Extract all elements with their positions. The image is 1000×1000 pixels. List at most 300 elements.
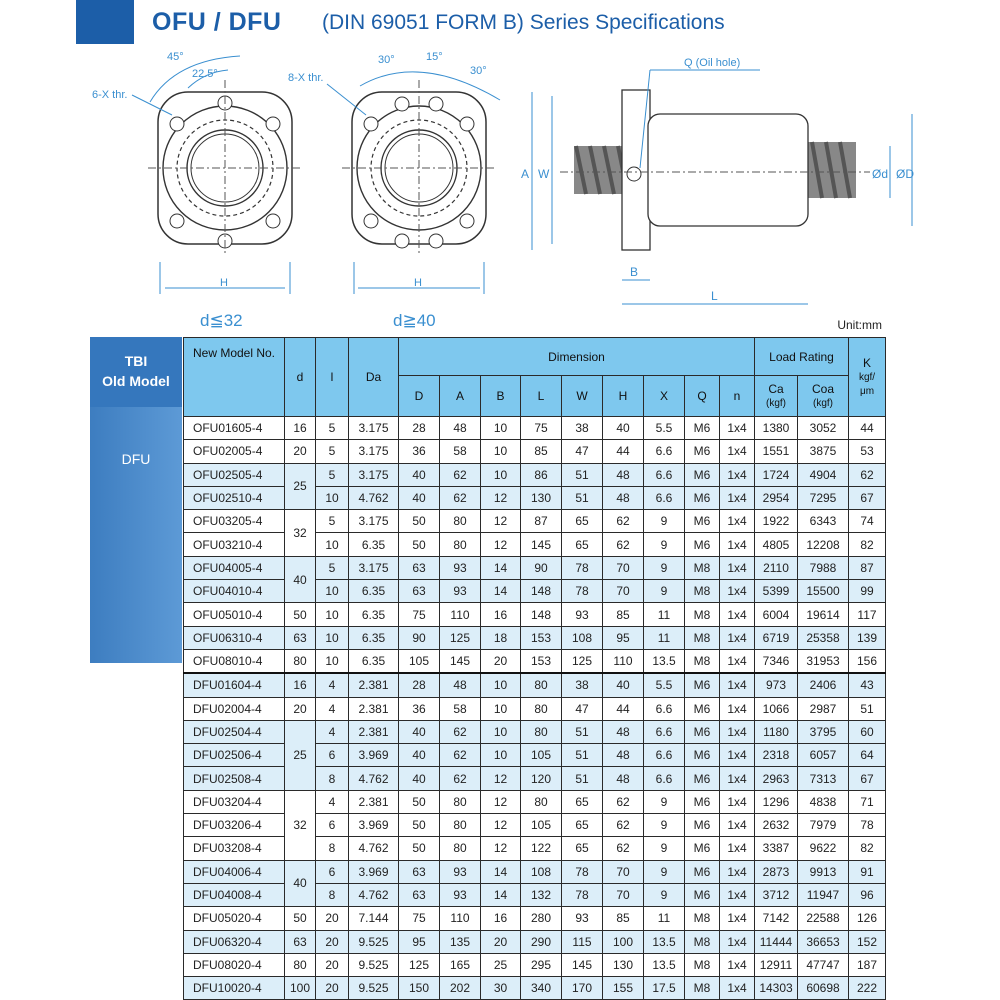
cell-B: 14 <box>481 883 521 906</box>
cell-H: 70 <box>603 883 644 906</box>
width-label-h-left: H <box>220 277 228 289</box>
cell-B: 12 <box>481 837 521 860</box>
cell-D: 105 <box>399 649 440 673</box>
header-H-col: H <box>603 376 644 417</box>
cell-Q: M6 <box>685 463 720 486</box>
cell-da: 4.762 <box>349 883 399 906</box>
old-model-head-line1: TBI <box>124 353 148 369</box>
cell-A: 62 <box>440 720 481 743</box>
cell-n: 1x4 <box>720 814 755 837</box>
cell-H: 70 <box>603 860 644 883</box>
cell-L: 122 <box>521 837 562 860</box>
cell-k: 96 <box>849 883 886 906</box>
page-title: OFU / DFU <box>152 8 282 36</box>
caption-large-diameter: d≧40 <box>393 311 436 330</box>
cell-da: 2.381 <box>349 790 399 813</box>
cell-n: 1x4 <box>720 603 755 626</box>
cell-Q: M6 <box>685 744 720 767</box>
header-k: K kgf/ μm <box>849 338 886 417</box>
cell-coa: 60698 <box>798 977 849 1000</box>
cell-k: 152 <box>849 930 886 953</box>
cell-n: 1x4 <box>720 953 755 976</box>
cell-k: 74 <box>849 510 886 533</box>
cell-k: 126 <box>849 907 886 930</box>
cell-D: 90 <box>399 626 440 649</box>
cell-B: 10 <box>481 673 521 697</box>
cell-Q: M8 <box>685 580 720 603</box>
table-row <box>184 626 886 649</box>
angle-label-22-5: 22.5° <box>192 68 218 80</box>
cell-Q: M6 <box>685 417 720 440</box>
cell-Q: M6 <box>685 860 720 883</box>
cell-coa: 19614 <box>798 603 849 626</box>
table-row <box>184 907 886 930</box>
cell-n: 1x4 <box>720 626 755 649</box>
table-row <box>184 510 886 533</box>
cell-D: 150 <box>399 977 440 1000</box>
cell-k: 91 <box>849 860 886 883</box>
cell-A: 62 <box>440 486 481 509</box>
cell-da: 6.35 <box>349 603 399 626</box>
cell-W: 38 <box>562 673 603 697</box>
table-row <box>184 790 886 813</box>
cell-H: 44 <box>603 697 644 720</box>
cell-X: 17.5 <box>644 977 685 1000</box>
cell-X: 6.6 <box>644 697 685 720</box>
cell-ca: 11444 <box>755 930 798 953</box>
cell-n: 1x4 <box>720 486 755 509</box>
table-row <box>184 417 886 440</box>
cell-ca: 973 <box>755 673 798 697</box>
unit-label: Unit:mm <box>837 318 882 332</box>
cell-coa: 31953 <box>798 649 849 673</box>
header-d: d <box>285 338 316 417</box>
cell-H: 100 <box>603 930 644 953</box>
cell-W: 65 <box>562 510 603 533</box>
cell-model: DFU02004-4 <box>184 697 285 720</box>
cell-L: 148 <box>521 580 562 603</box>
cell-coa: 9913 <box>798 860 849 883</box>
header-k-unit-top: kgf <box>858 371 873 383</box>
table-row <box>184 860 886 883</box>
cell-B: 16 <box>481 603 521 626</box>
cell-coa: 6057 <box>798 744 849 767</box>
cell-Q: M6 <box>685 837 720 860</box>
cell-d: 80 <box>285 649 316 673</box>
cell-coa: 6343 <box>798 510 849 533</box>
cell-l: 6 <box>316 744 349 767</box>
header-Q-col: Q <box>685 376 720 417</box>
cell-d: 16 <box>285 673 316 697</box>
cell-l: 6 <box>316 860 349 883</box>
cell-L: 80 <box>521 697 562 720</box>
cell-X: 9 <box>644 790 685 813</box>
cell-k: 64 <box>849 744 886 767</box>
cell-L: 105 <box>521 744 562 767</box>
cell-l: 4 <box>316 673 349 697</box>
cell-coa: 7979 <box>798 814 849 837</box>
cell-n: 1x4 <box>720 720 755 743</box>
cell-Q: M6 <box>685 697 720 720</box>
angle-label-45: 45° <box>167 51 184 63</box>
cell-ca: 12911 <box>755 953 798 976</box>
header-l: l <box>316 338 349 417</box>
cell-B: 18 <box>481 626 521 649</box>
caption-small-diameter: d≦32 <box>200 311 243 330</box>
cell-k: 53 <box>849 440 886 463</box>
table-row <box>184 649 886 673</box>
cell-A: 202 <box>440 977 481 1000</box>
cell-Q: M8 <box>685 930 720 953</box>
cell-l: 20 <box>316 953 349 976</box>
cell-n: 1x4 <box>720 673 755 697</box>
cell-W: 65 <box>562 814 603 837</box>
cell-X: 9 <box>644 883 685 906</box>
cell-model: OFU05010-4 <box>184 603 285 626</box>
cell-l: 5 <box>316 440 349 463</box>
cell-k: 117 <box>849 603 886 626</box>
cell-coa: 4904 <box>798 463 849 486</box>
cell-model: DFU04008-4 <box>184 883 285 906</box>
table-row <box>184 556 886 579</box>
cell-k: 82 <box>849 533 886 556</box>
header-A-col: A <box>440 376 481 417</box>
cell-l: 5 <box>316 417 349 440</box>
cell-A: 165 <box>440 953 481 976</box>
cell-ca: 2632 <box>755 814 798 837</box>
cell-k: 44 <box>849 417 886 440</box>
cell-coa: 2406 <box>798 673 849 697</box>
header-ca: Ca <box>768 381 784 396</box>
angle-label-30-right: 30° <box>470 65 487 77</box>
label-b: B <box>630 265 639 279</box>
cell-A: 110 <box>440 603 481 626</box>
cell-ca: 1922 <box>755 510 798 533</box>
cell-k: 51 <box>849 697 886 720</box>
cell-da: 6.35 <box>349 626 399 649</box>
cell-L: 80 <box>521 673 562 697</box>
cell-coa: 7988 <box>798 556 849 579</box>
cell-Q: M6 <box>685 720 720 743</box>
cell-d: 50 <box>285 907 316 930</box>
cell-n: 1x4 <box>720 463 755 486</box>
cell-model: DFU08020-4 <box>184 953 285 976</box>
cell-L: 90 <box>521 556 562 579</box>
cell-D: 63 <box>399 556 440 579</box>
cell-ca: 7142 <box>755 907 798 930</box>
cell-X: 6.6 <box>644 744 685 767</box>
cell-L: 148 <box>521 603 562 626</box>
cell-model: OFU03210-4 <box>184 533 285 556</box>
cell-B: 10 <box>481 744 521 767</box>
cell-B: 10 <box>481 463 521 486</box>
cell-model: DFU03206-4 <box>184 814 285 837</box>
table-row <box>184 977 886 1000</box>
cell-X: 9 <box>644 580 685 603</box>
cell-B: 20 <box>481 649 521 673</box>
cell-L: 75 <box>521 417 562 440</box>
cell-D: 125 <box>399 953 440 976</box>
cell-A: 48 <box>440 417 481 440</box>
cell-L: 132 <box>521 883 562 906</box>
label-a: A <box>521 167 530 181</box>
cell-Q: M6 <box>685 814 720 837</box>
header-ca-unit: (kgf) <box>766 397 786 409</box>
cell-B: 14 <box>481 860 521 883</box>
cell-A: 58 <box>440 440 481 463</box>
cell-L: 108 <box>521 860 562 883</box>
header-B-col: B <box>481 376 521 417</box>
cell-d: 25 <box>285 463 316 510</box>
cell-B: 14 <box>481 556 521 579</box>
cell-L: 145 <box>521 533 562 556</box>
cell-H: 44 <box>603 440 644 463</box>
cell-X: 9 <box>644 837 685 860</box>
cell-k: 139 <box>849 626 886 649</box>
cell-X: 9 <box>644 860 685 883</box>
cell-A: 145 <box>440 649 481 673</box>
cell-model: OFU06310-4 <box>184 626 285 649</box>
cell-l: 10 <box>316 626 349 649</box>
cell-l: 8 <box>316 767 349 790</box>
cell-W: 65 <box>562 790 603 813</box>
cell-W: 51 <box>562 744 603 767</box>
cell-l: 4 <box>316 697 349 720</box>
cell-da: 9.525 <box>349 930 399 953</box>
cell-H: 48 <box>603 463 644 486</box>
cell-ca: 6719 <box>755 626 798 649</box>
cell-coa: 9622 <box>798 837 849 860</box>
header-coa-col <box>798 376 849 417</box>
cell-A: 80 <box>440 510 481 533</box>
cell-A: 62 <box>440 463 481 486</box>
cell-H: 110 <box>603 649 644 673</box>
cell-A: 93 <box>440 556 481 579</box>
cell-D: 95 <box>399 930 440 953</box>
cell-L: 153 <box>521 649 562 673</box>
cell-W: 145 <box>562 953 603 976</box>
header-da: Da <box>349 338 399 417</box>
cell-B: 30 <box>481 977 521 1000</box>
cell-B: 12 <box>481 767 521 790</box>
header-dimension: Dimension <box>399 338 755 376</box>
cell-W: 51 <box>562 486 603 509</box>
cell-da: 3.175 <box>349 463 399 486</box>
cell-X: 13.5 <box>644 953 685 976</box>
cell-ca: 5399 <box>755 580 798 603</box>
cell-W: 78 <box>562 556 603 579</box>
cell-H: 62 <box>603 510 644 533</box>
page-subtitle: (DIN 69051 FORM B) Series Specifications <box>322 11 725 34</box>
cell-H: 62 <box>603 814 644 837</box>
cell-k: 60 <box>849 720 886 743</box>
cell-D: 36 <box>399 697 440 720</box>
cell-L: 87 <box>521 510 562 533</box>
cell-coa: 25358 <box>798 626 849 649</box>
cell-Q: M8 <box>685 907 720 930</box>
technical-drawing <box>0 40 1000 340</box>
cell-d: 16 <box>285 417 316 440</box>
cell-n: 1x4 <box>720 860 755 883</box>
cell-X: 6.6 <box>644 463 685 486</box>
oil-hole-label: Q (Oil hole) <box>684 57 741 69</box>
header-k-unit-bottom: μm <box>859 385 875 397</box>
cell-l: 5 <box>316 510 349 533</box>
cell-k: 82 <box>849 837 886 860</box>
cell-ca: 2954 <box>755 486 798 509</box>
cell-da: 6.35 <box>349 533 399 556</box>
cell-B: 12 <box>481 486 521 509</box>
cell-W: 93 <box>562 907 603 930</box>
cell-model: DFU04006-4 <box>184 860 285 883</box>
cell-da: 3.175 <box>349 417 399 440</box>
cell-Q: M6 <box>685 767 720 790</box>
ball-nut-side-view <box>521 57 914 304</box>
cell-ca: 1180 <box>755 720 798 743</box>
cell-W: 170 <box>562 977 603 1000</box>
cell-L: 130 <box>521 486 562 509</box>
cell-d: 25 <box>285 720 316 790</box>
cell-model: DFU01604-4 <box>184 673 285 697</box>
cell-ca: 1066 <box>755 697 798 720</box>
cell-B: 16 <box>481 907 521 930</box>
cell-W: 51 <box>562 720 603 743</box>
cell-A: 62 <box>440 767 481 790</box>
cell-Q: M6 <box>685 440 720 463</box>
cell-Q: M6 <box>685 790 720 813</box>
cell-Q: M8 <box>685 603 720 626</box>
cell-D: 40 <box>399 463 440 486</box>
cell-X: 9 <box>644 556 685 579</box>
cell-L: 120 <box>521 767 562 790</box>
cell-ca: 3712 <box>755 883 798 906</box>
cell-H: 130 <box>603 953 644 976</box>
cell-H: 62 <box>603 790 644 813</box>
cell-D: 63 <box>399 883 440 906</box>
cell-W: 108 <box>562 626 603 649</box>
cell-coa: 2987 <box>798 697 849 720</box>
table-row <box>184 463 886 486</box>
cell-da: 3.969 <box>349 744 399 767</box>
cell-X: 6.6 <box>644 440 685 463</box>
cell-l: 10 <box>316 580 349 603</box>
cell-B: 10 <box>481 417 521 440</box>
cell-l: 4 <box>316 720 349 743</box>
cell-Q: M6 <box>685 883 720 906</box>
cell-coa: 3795 <box>798 720 849 743</box>
cell-W: 93 <box>562 603 603 626</box>
cell-model: DFU10020-4 <box>184 977 285 1000</box>
header-coa-unit: (kgf) <box>813 397 833 409</box>
cell-D: 63 <box>399 580 440 603</box>
cell-X: 13.5 <box>644 930 685 953</box>
old-model-label: DFU <box>121 451 151 467</box>
old-model-head-line2: Old Model <box>102 373 170 389</box>
cell-model: OFU02005-4 <box>184 440 285 463</box>
cell-ca: 1296 <box>755 790 798 813</box>
cell-Q: M8 <box>685 953 720 976</box>
cell-model: OFU02510-4 <box>184 486 285 509</box>
cell-n: 1x4 <box>720 440 755 463</box>
cell-k: 71 <box>849 790 886 813</box>
cell-X: 6.6 <box>644 720 685 743</box>
cell-D: 50 <box>399 533 440 556</box>
cell-model: DFU03204-4 <box>184 790 285 813</box>
cell-D: 75 <box>399 907 440 930</box>
label-d: Ød <box>872 167 889 181</box>
cell-L: 85 <box>521 440 562 463</box>
cell-da: 3.969 <box>349 814 399 837</box>
cell-B: 12 <box>481 814 521 837</box>
cell-ca: 6004 <box>755 603 798 626</box>
cell-L: 295 <box>521 953 562 976</box>
cell-l: 5 <box>316 463 349 486</box>
cell-X: 9 <box>644 510 685 533</box>
cell-A: 80 <box>440 533 481 556</box>
cell-l: 20 <box>316 977 349 1000</box>
cell-model: OFU01605-4 <box>184 417 285 440</box>
cell-ca: 7346 <box>755 649 798 673</box>
cell-X: 6.6 <box>644 486 685 509</box>
cell-da: 2.381 <box>349 720 399 743</box>
cell-X: 11 <box>644 907 685 930</box>
cell-da: 4.762 <box>349 767 399 790</box>
cell-W: 65 <box>562 533 603 556</box>
cell-da: 2.381 <box>349 697 399 720</box>
cell-W: 51 <box>562 463 603 486</box>
width-label-h-middle: H <box>414 277 422 289</box>
cell-l: 10 <box>316 603 349 626</box>
cell-coa: 3052 <box>798 417 849 440</box>
cell-da: 6.35 <box>349 649 399 673</box>
cell-l: 20 <box>316 930 349 953</box>
header-ca-col <box>755 376 798 417</box>
cell-n: 1x4 <box>720 510 755 533</box>
cell-coa: 11947 <box>798 883 849 906</box>
cell-n: 1x4 <box>720 533 755 556</box>
cell-A: 93 <box>440 883 481 906</box>
table-row <box>184 953 886 976</box>
cell-n: 1x4 <box>720 790 755 813</box>
cell-n: 1x4 <box>720 907 755 930</box>
cell-H: 95 <box>603 626 644 649</box>
cell-coa: 12208 <box>798 533 849 556</box>
angle-label-15: 15° <box>426 51 443 63</box>
cell-ca: 2318 <box>755 744 798 767</box>
old-model-panel <box>90 337 182 663</box>
cell-k: 99 <box>849 580 886 603</box>
cell-H: 70 <box>603 556 644 579</box>
cell-B: 12 <box>481 533 521 556</box>
cell-model: OFU04005-4 <box>184 556 285 579</box>
cell-model: DFU03208-4 <box>184 837 285 860</box>
cell-B: 10 <box>481 440 521 463</box>
cell-n: 1x4 <box>720 744 755 767</box>
cell-D: 40 <box>399 767 440 790</box>
cell-W: 65 <box>562 837 603 860</box>
thread-label-8x: 8-X thr. <box>288 72 324 84</box>
cell-l: 10 <box>316 486 349 509</box>
cell-ca: 1380 <box>755 417 798 440</box>
specification-table <box>183 337 886 1000</box>
cell-H: 62 <box>603 533 644 556</box>
cell-D: 28 <box>399 673 440 697</box>
cell-n: 1x4 <box>720 837 755 860</box>
cell-ca: 4805 <box>755 533 798 556</box>
header-k-symbol: K <box>862 355 871 370</box>
cell-ca: 3387 <box>755 837 798 860</box>
cell-l: 8 <box>316 883 349 906</box>
